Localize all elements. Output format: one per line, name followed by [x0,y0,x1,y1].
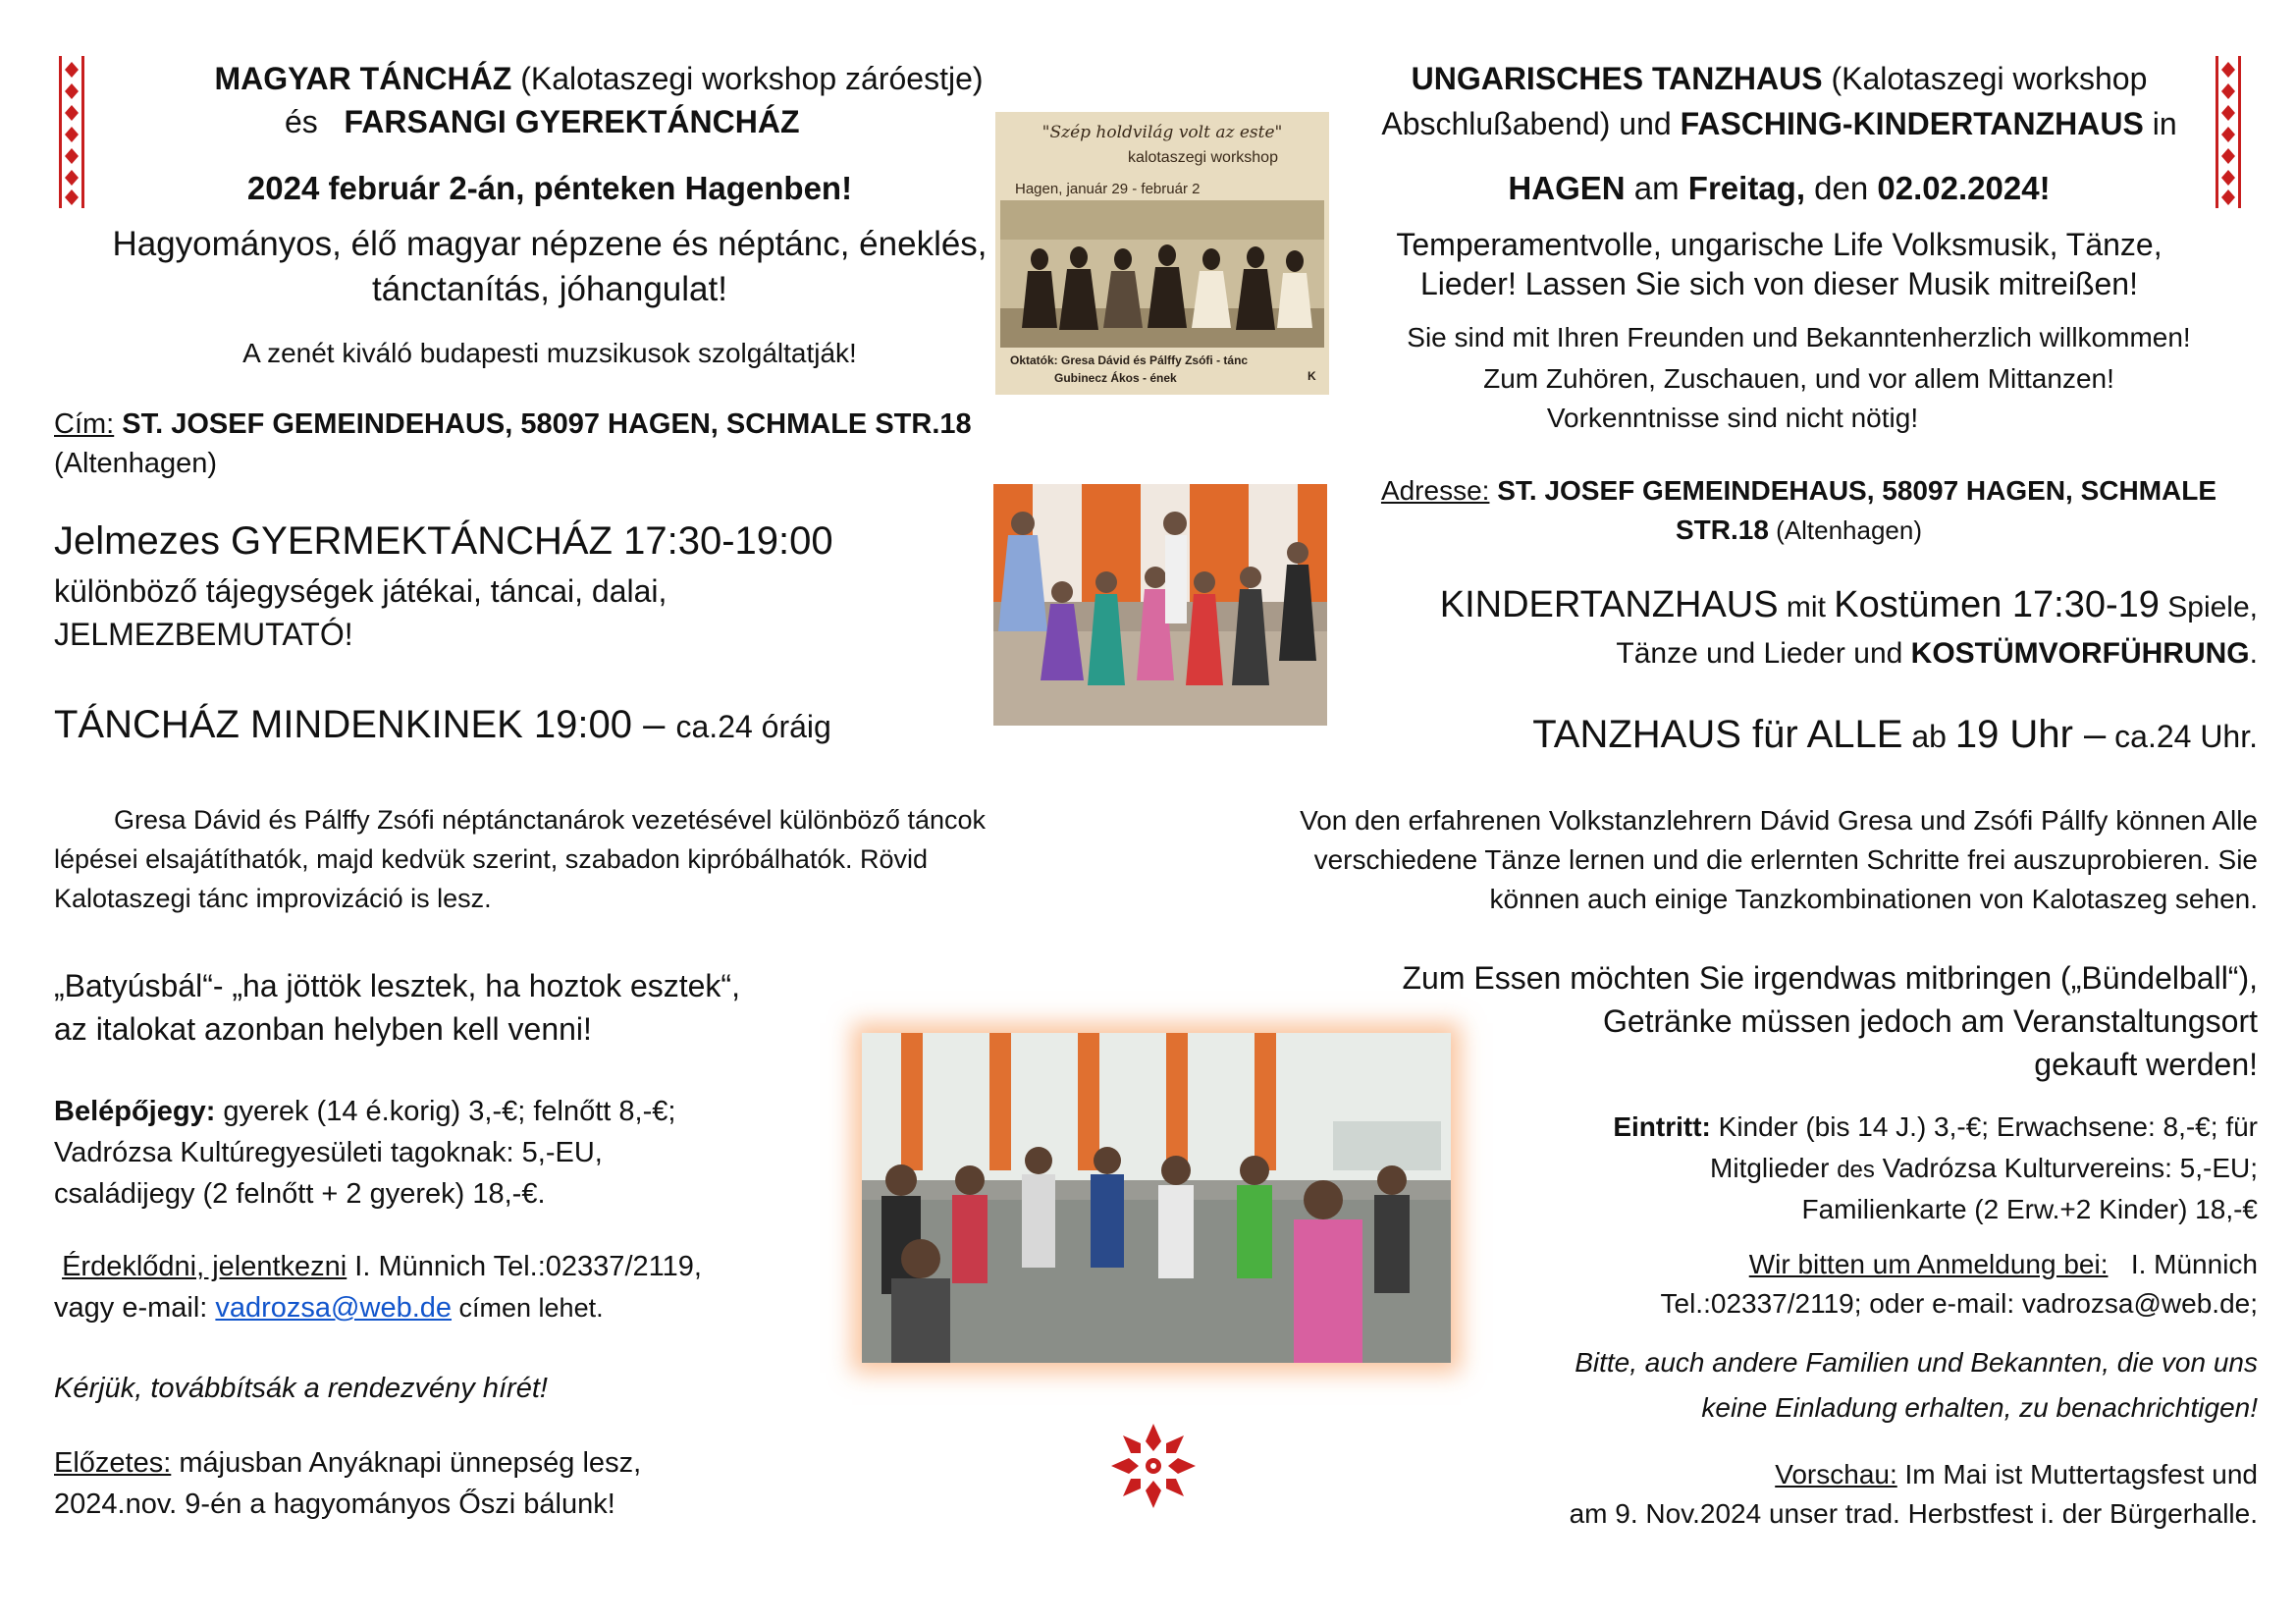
right-address-label: Adresse: [1380,475,1490,506]
left-preview-1 [54,1443,641,1483]
left-kids-desc-1: különböző tájegységek játékai, táncai, dalai, [54,573,667,609]
right-date [1340,167,2218,210]
poster-teachers: Oktatók: Gresa Dávid és Pálffy Zsófi - tánc [1010,353,1249,367]
right-date-value: 02.02.2024! [1877,170,2051,206]
right-forward-1: Bitte, auch andere Familien und Bekannten, die von uns [1575,1347,2258,1378]
right-contact-2: Tel.:02337/2119; oder e-mail: vadrozsa@web.de; [1660,1288,2258,1319]
left-ticket-1 [54,1092,675,1131]
right-contact-label: Wir bitten um Anmeldung bei: [1748,1249,2109,1279]
poster-dancers-photo [1000,200,1324,348]
right-ticket-3: Familienkarte (2 Erw.+2 Kinder) 18,-€ [1801,1194,2258,1224]
left-title-block [118,57,1080,143]
left-title-line1 [118,57,1080,100]
left-preview-text: májusban Anyáknapi ünnepség lesz, [171,1447,642,1479]
poster-subtitle: kalotaszegi workshop [1128,149,1278,166]
right-all-time: 19 Uhr – [1954,713,2107,756]
right-all-end: ca.24 Uhr. [2106,719,2258,754]
right-ticket-2 [1472,1149,2258,1190]
right-address-2 [1340,511,2258,550]
right-ticket-1 [1472,1108,2258,1147]
right-food-3: gekauft werden! [2034,1047,2258,1082]
right-teachers-2: verschiedene Tänze lernen und die erlernten Schritte frei auszuprobieren. Sie [1313,844,2258,875]
left-address-area: (Altenhagen) [54,448,218,479]
right-date-city: HAGEN [1508,170,1626,206]
left-forward: Kérjük, továbbítsák a rendezvény hírét! [54,1373,548,1404]
left-intro-1: Hagyományos, élő magyar népzene és néptánc, éneklés, [112,225,988,263]
left-all-main: TÁNCHÁZ MINDENKINEK 19:00 – [54,703,676,746]
right-address-street: STR.18 [1675,514,1769,545]
right-contact-1 [1472,1245,2258,1284]
right-address-area: (Altenhagen) [1768,515,1923,545]
poster-quote: "Szép holdvilág volt az este" [1041,123,1283,142]
left-date: 2024 február 2-án, pénteken Hagenben! [246,170,853,206]
right-welcome-3: Vorkenntnisse sind nicht nötig! [1546,403,1919,433]
right-preview-label: Vorschau: [1775,1459,1897,1489]
right-kids-costume: KOSTÜMVORFÜHRUNG [1910,637,2250,670]
right-title-sub: (Kalotaszegi workshop [1822,61,2148,96]
workshop-poster-image [995,112,1329,395]
left-title-main: MAGYAR TÁNCHÁZ [214,61,512,96]
right-title-line1 [1340,57,2218,100]
right-title-main: UNGARISCHES TANZHAUS [1411,61,1823,96]
left-teachers-2: lépései elsajátíthatók, majd kedvük szerint, szabadon kipróbálhatók. Rövid [54,844,928,874]
right-teachers-1: Von den erfahrenen Volkstanzlehrern Dávid Gresa und Zsófi Pállfy können Alle [1300,805,2258,836]
right-address [1340,471,2258,511]
right-date-day: Freitag, [1687,170,1805,206]
left-email-link[interactable]: vadrozsa@web.de [215,1292,453,1324]
left-all-time: ca.24 óráig [675,709,831,744]
right-date-den: den [1805,170,1878,206]
poster-dates: Hagen, január 29 - február 2 [1015,181,1201,197]
kids-dancing-photo [993,484,1327,726]
left-contact-2 [54,1288,604,1327]
right-address-value: ST. JOSEF GEMEINDEHAUS, 58097 HAGEN, SCHMALE [1489,475,2217,506]
left-title-farsang: FARSANGI GYEREKTÁNCHÁZ [344,104,800,139]
right-ticket-label: Eintritt: [1613,1111,1711,1142]
right-contact-name: I. Münnich [2108,1249,2258,1279]
right-welcome-1: Sie sind mit Ihren Freunden und Bekanntenherzlich willkommen! [1407,322,2191,352]
right-kids-mit: mit [1778,591,1835,623]
right-ticket-club: Vadrózsa Kulturvereins: 5,-EU; [1874,1153,2258,1183]
poster-mark: K [1308,369,1316,383]
left-teachers-1: Gresa Dávid és Pálffy Zsófi néptánctanárok vezetésével különböző táncok [114,805,986,835]
left-kids-title: Jelmezes GYERMEKTÁNCHÁZ 17:30-19:00 [54,519,833,563]
left-contact-1 [54,1247,702,1286]
right-title-abschluss: Abschlußabend) und [1381,106,1681,141]
left-musicians: A zenét kiváló budapesti muzsikusok szolgáltatják! [242,338,857,368]
right-preview-2: am 9. Nov.2024 unser trad. Herbstfest i. der Bürgerhalle. [1569,1498,2258,1529]
left-title-and: és [285,104,318,139]
left-contact-email-pre: vagy e-mail: [54,1292,216,1324]
right-kids-desc: Tänze und Lieder und [1616,637,1911,670]
right-teachers-3: können auch einige Tanzkombinationen von Kalotaszeg sehen. [1489,884,2258,914]
folk-rosette-ornament [1109,1422,1198,1510]
right-intro-1: Temperamentvolle, ungarische Life Volksmusik, Tänze, [1396,227,2163,262]
left-address-value: ST. JOSEF GEMEINDEHAUS, 58097 HAGEN, SCHMALE STR.18 [114,408,972,440]
left-intro-2: tánctanítás, jóhangulat! [372,270,727,308]
right-kids-2 [1340,632,2258,676]
right-kids-spiele: Spiele, [2159,591,2258,623]
right-date-am: am [1625,170,1688,206]
right-all [1340,709,2258,762]
left-ticket-label: Belépőjegy: [54,1096,216,1127]
right-intro-2: Lieder! Lassen Sie sich von dieser Musik mitreißen! [1420,266,2138,301]
right-all-title: TANZHAUS für ALLE [1532,713,1903,756]
left-contact-label: Érdeklődni, jelentkezni [62,1251,347,1282]
left-address-label: Cím: [54,408,115,440]
left-title-line2 [285,100,1080,143]
right-preview-text: Im Mai ist Muttertagsfest und [1896,1459,2258,1489]
left-ticket-prices: gyerek (14 é.korig) 3,-€; felnőtt 8,-€; [215,1096,676,1127]
left-contact-email-post: címen lehet. [452,1293,604,1323]
right-ticket-des: des [1837,1157,1875,1183]
right-ticket-members: Mitglieder [1710,1153,1838,1183]
right-welcome-2: Zum Zuhören, Zuschauen, und vor allem Mittanzen! [1483,363,2114,394]
right-forward-2: keine Einladung erhalten, zu benachrichtigen! [1701,1392,2258,1423]
left-contact-phone: I. Münnich Tel.:02337/2119, [347,1251,702,1282]
right-kids-dot: . [2249,637,2258,670]
right-title-in: in [2143,106,2177,141]
left-all-title [54,699,831,752]
right-title-line2 [1340,102,2218,145]
left-title-sub: (Kalotaszegi workshop záróestje) [511,61,984,96]
left-kids-desc-2: JELMEZBEMUTATÓ! [54,617,353,652]
right-kids-1 [1340,581,2258,631]
right-kids-title: KINDERTANZHAUS [1439,584,1779,625]
left-preview-label: Előzetes: [54,1447,172,1479]
left-teachers-3: Kalotaszegi tánc improvizáció is lesz. [54,884,492,913]
left-batyus-2: az italokat azonban helyben kell venni! [54,1011,592,1047]
right-ticket-prices: Kinder (bis 14 J.) 3,-€; Erwachsene: 8,-€; für [1710,1111,2258,1142]
right-kids-time: Kostümen 17:30-19 [1834,584,2160,625]
left-batyus-1: „Batyúsbál“- „ha jöttök lesztek, ha hoztok esztek“, [54,968,740,1003]
right-preview-1 [1374,1455,2258,1494]
poster-singer: Gubinecz Ákos - ének [1054,371,1177,385]
left-preview-2: 2024.nov. 9-én a hagyományos Őszi bálunk! [54,1489,615,1520]
right-food-1: Zum Essen möchten Sie irgendwas mitbringen („Bündelball“), [1402,960,2258,996]
left-ticket-2: Vadrózsa Kultúregyesületi tagoknak: 5,-EU, [54,1137,603,1168]
left-ticket-3: családijegy (2 felnőtt + 2 gyerek) 18,-€. [54,1178,546,1210]
right-title-fasching: FASCHING-KINDERTANZHAUS [1680,106,2144,141]
right-food-2: Getränke müssen jedoch am Veranstaltungsort [1602,1003,2258,1039]
left-address [54,405,1045,444]
right-all-ab: ab [1902,719,1955,754]
